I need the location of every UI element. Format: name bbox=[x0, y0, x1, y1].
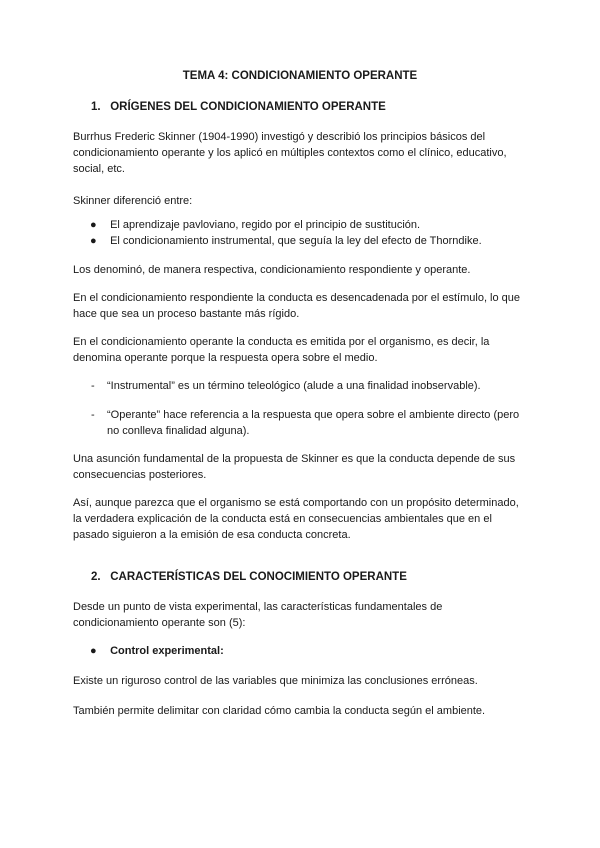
section-2-number: 2. bbox=[91, 571, 101, 583]
dash-icon: - bbox=[91, 380, 95, 392]
document-title: TEMA 4: CONDICIONAMIENTO OPERANTE bbox=[182, 70, 418, 82]
bullet-text: El condicionamiento instrumental, que seguía la ley del efecto de Thorndike. bbox=[110, 235, 482, 247]
paragraph: También permite delimitar con claridad cómo cambia la conducta según el ambiente. bbox=[73, 705, 486, 717]
dash-text: “Operante” hace referencia a la respuesta que opera sobre el ambiente directo (pero no conlleva finalidad alguna). bbox=[107, 409, 520, 437]
paragraph: Una asunción fundamental de la propuesta de Skinner es que la conducta depende de sus consecuencias posteriores. bbox=[73, 453, 516, 481]
bullet-item bbox=[90, 217, 420, 233]
paragraph: Desde un punto de vista experimental, las características fundamentales de condicionamiento operante son (5): bbox=[73, 601, 443, 629]
dash-icon: - bbox=[91, 409, 95, 421]
section-2-heading bbox=[91, 571, 407, 583]
paragraph: Burrhus Frederic Skinner (1904-1990) investigó y describió los principios básicos del condicionamiento operante y los aplicó en múltiples contextos como el clínico, educativo, social, etc. bbox=[73, 131, 507, 175]
bullet-icon: ● bbox=[90, 235, 97, 247]
paragraph: En el condicionamiento respondiente la conducta es desencadenada por el estímulo, lo que hace que sea un proceso bastante más rígido. bbox=[73, 292, 521, 320]
section-2-heading-text: CARACTERÍSTICAS DEL CONOCIMIENTO OPERANTE bbox=[110, 571, 407, 583]
bullet-icon: ● bbox=[90, 645, 97, 657]
section-1-heading bbox=[91, 101, 386, 113]
bullet-item bbox=[90, 643, 224, 659]
section-1-heading-text: ORÍGENES DEL CONDICIONAMIENTO OPERANTE bbox=[110, 101, 386, 113]
paragraph: Así, aunque parezca que el organismo se está comportando con un propósito determinado, la verdadera explicación de la conducta está en consecuencias ambientales que en el pasado siguieron a la emisión de esa conducta concreta. bbox=[73, 497, 519, 541]
paragraph: Skinner diferenció entre: bbox=[73, 195, 193, 207]
paragraph: Existe un riguroso control de las variables que minimiza las conclusiones erróneas. bbox=[73, 675, 478, 687]
paragraph: En el condicionamiento operante la conducta es emitida por el organismo, es decir, la denomina operante porque la respuesta opera sobre el medio. bbox=[73, 336, 490, 364]
bullet-text: Control experimental: bbox=[110, 645, 224, 657]
paragraph: Los denominó, de manera respectiva, condicionamiento respondiente y operante. bbox=[73, 264, 471, 276]
section-1-number: 1. bbox=[91, 101, 101, 113]
bullet-text: El aprendizaje pavloviano, regido por el principio de sustitución. bbox=[110, 219, 421, 231]
bullet-icon: ● bbox=[90, 219, 97, 231]
bullet-item bbox=[90, 233, 482, 249]
dash-text: “Instrumental” es un término teleológico (alude a una finalidad inobservable). bbox=[107, 380, 481, 392]
